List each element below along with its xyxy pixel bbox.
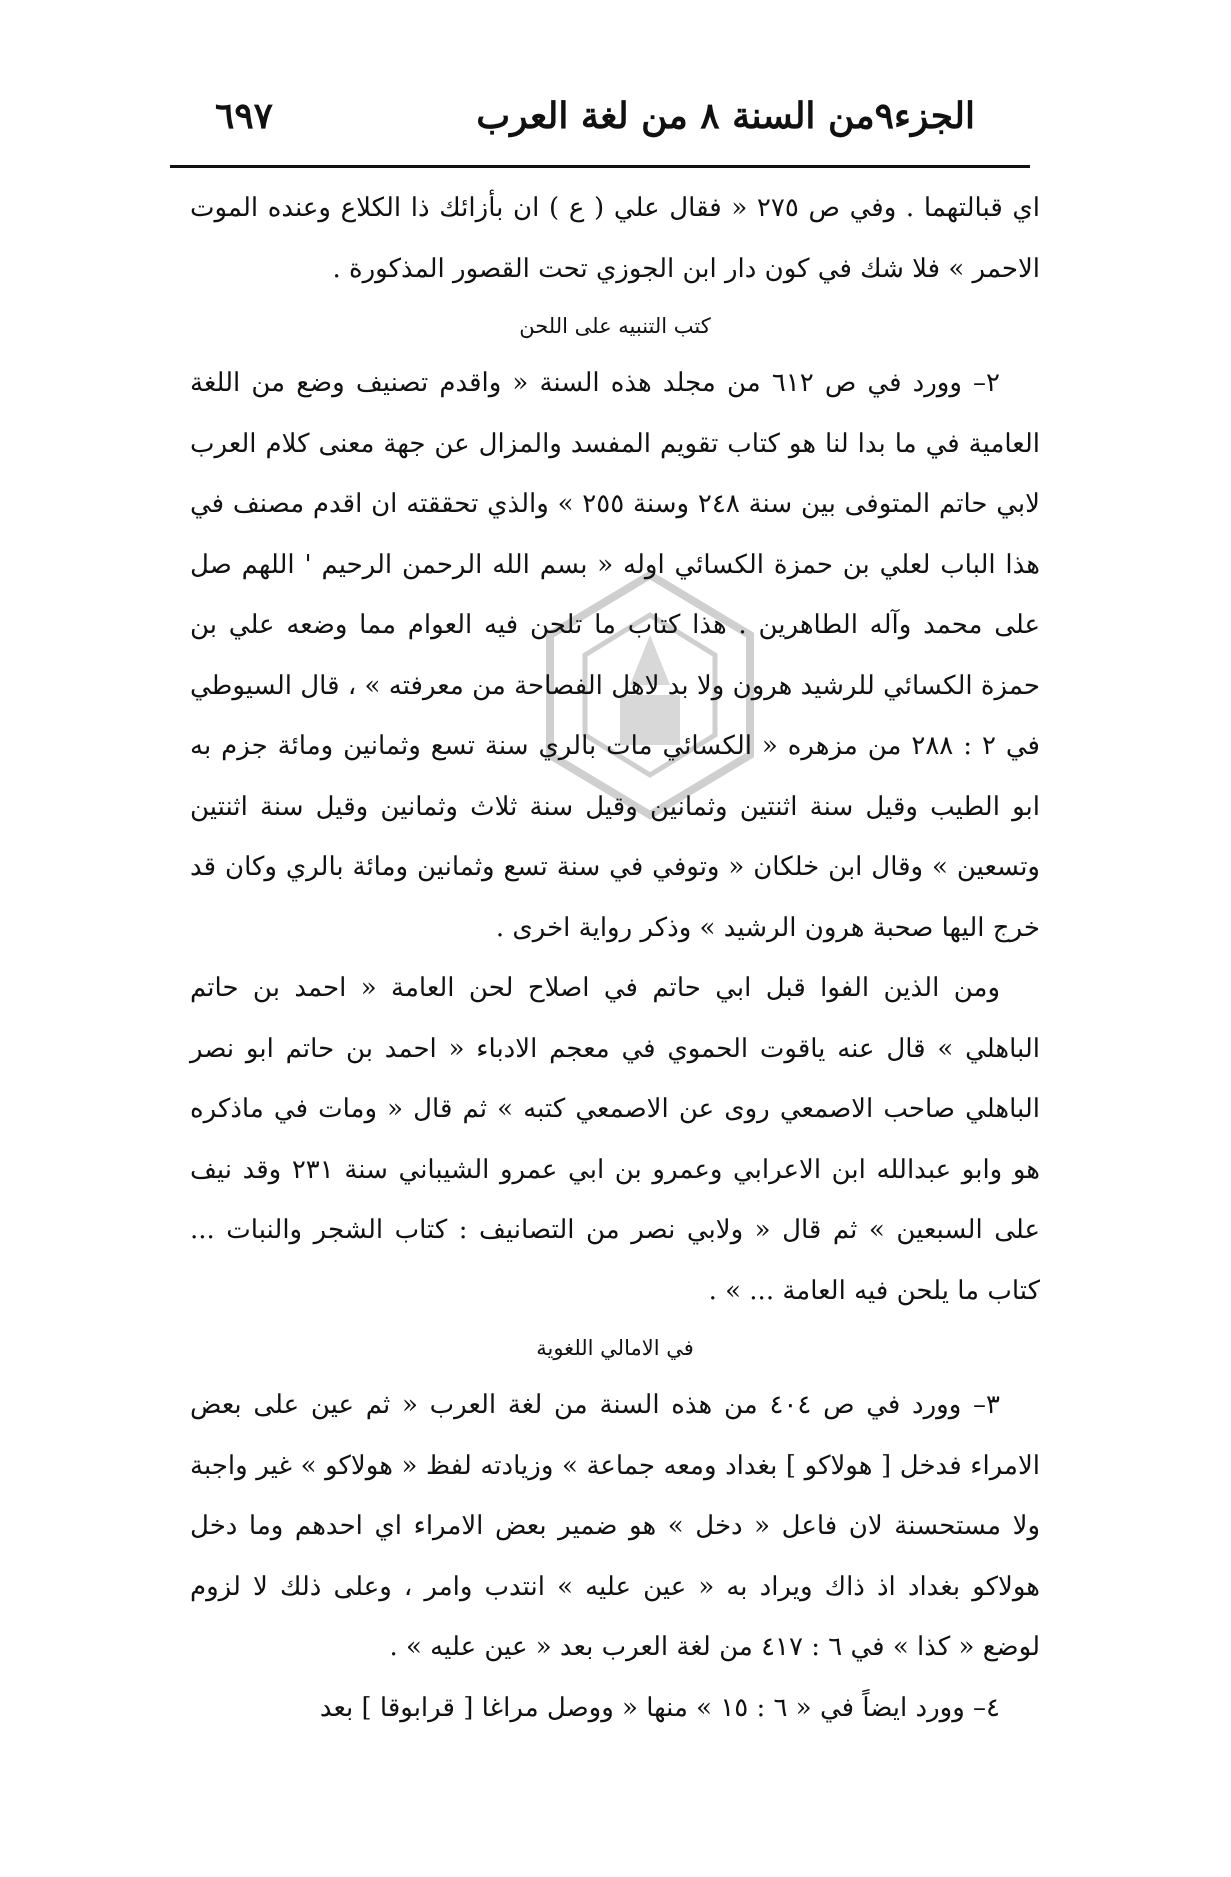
paragraph-bahili: ومن الذين الفوا قبل ابي حاتم في اصلاح لحن العامة « احمد بن حاتم الباهلي » قال عنه ياقوت الحموي في معجم الادباء « احمد بن حاتم ابو نصر الباهلي صاحب الاصمعي روى عن الاصمعي كتبه » ثم قال « ومات في ماذكره هو وابو عبدالله ابن الاعرابي وعمرو بن ابي عمرو الشيباني سنة ٢٣١ وقد نيف على السبعين » ثم قال « ولابي نصر من التصانيف : كتاب الشجر والنبات ... كتاب ما يلحن فيه العامة ... » . — [190, 973, 1040, 1306]
section-heading-amali: في الامالي اللغوية — [536, 1336, 694, 1360]
paragraph-item-2: ٢– وورد في ص ٦١٢ من مجلد هذه السنة « واقدم تصنيف وضع من اللغة العامية في ما بدا لنا هو كتاب تقويم المفسد والمزال عن جهة معنى كلام العرب لابي حاتم المتوفى بين سنة ٢٤٨ وسنة ٢٥٥ » والذي تحققته ان اقدم مصنف في هذا الباب لعلي بن حمزة الكسائي اوله « بسم الله الرحمن الرحيم ' اللهم صل على محمد وآله الطاهرين . هذا كتاب ما تلحن فيه العوام مما وضعه علي بن حمزة الكسائي للرشيد هرون ولا بد لاهل الفصاحة من معرفته » ، قال السيوطي في ٢ : ٢٨٨ من مزهره « الكسائي مات بالري سنة تسع وثمانين ومائة جزم به ابو الطيب وقيل سنة اثنتين وثمانين وقيل سنة ثلاث وثمانين وقيل سنة اثنتين وتسعين » وقال ابن خلكان « وتوفي في سنة تسع وثمانين ومائة بالري وكان قد خرج اليها صحبة هرون الرشيد » وذكر رواية اخرى . — [190, 368, 1040, 943]
paragraph-continuation: اي قبالتهما . وفي ص ٢٧٥ « فقال علي ( ع ) ان بأزائك ذا الكلاع وعنده الموت الاحمر » فلا شك في كون دار ابن الجوزي تحت القصور المذكورة . — [190, 193, 1040, 284]
page-number: ٦٩٧ — [215, 95, 274, 137]
page-header — [215, 95, 975, 155]
running-title: الجزء٩من السنة ٨ من لغة العرب — [476, 95, 975, 137]
paragraph-item-3: ٣– وورد في ص ٤٠٤ من هذه السنة من لغة العرب « ثم عين على بعض الامراء فدخل [ هولاكو ] بغداد ومعه جماعة » وزيادته لفظ « هولاكو » غير واجبة ولا مستحسنة لان فاعل « دخل » هو ضمير بعض الامراء اي احدهم وما دخل هولاكو بغداد اذ ذاك ويراد به « عين عليه » انتدب وامر ، وعلى ذلك لا لزوم لوضع « كذا » في ٦ : ٤١٧ من لغة العرب بعد « عين عليه » . — [190, 1390, 1040, 1662]
paragraph-item-4: ٤– وورد ايضاً في « ٦ : ١٥ » منها « ووصل مراغا [ قرابوقا ] بعد — [319, 1692, 1000, 1723]
section-heading-lahn: كتب التنبيه على اللحن — [519, 314, 711, 338]
document-body — [190, 178, 1040, 1738]
header-rule — [170, 165, 1030, 168]
